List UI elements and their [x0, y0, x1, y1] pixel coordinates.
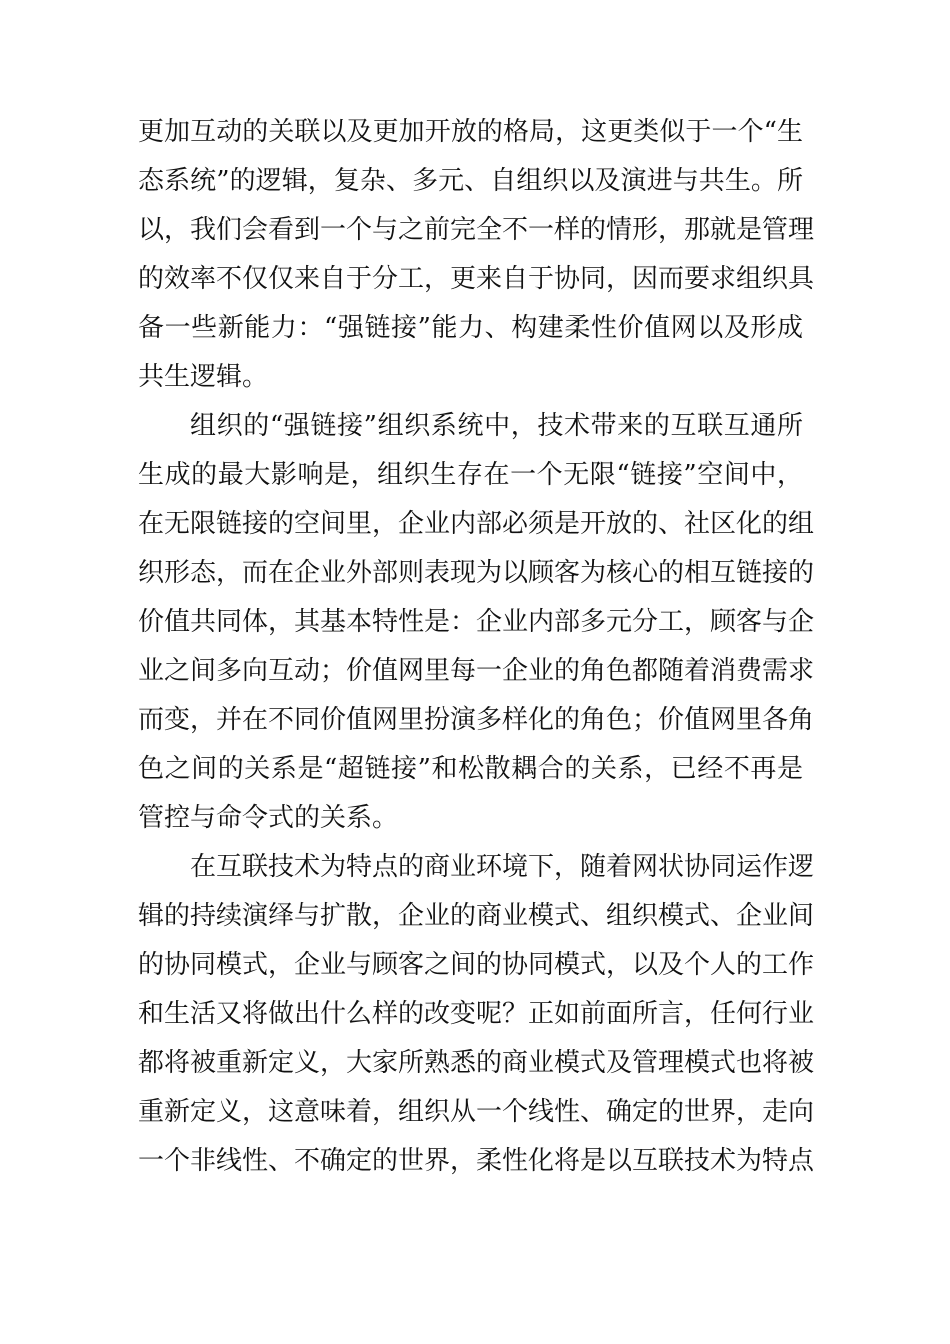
text-line: 色之间的关系是“超链接”和松散耦合的关系，已经不再是 [138, 754, 803, 784]
text-line: 在无限链接的空间里，企业内部必须是开放的、社区化的组 [138, 509, 815, 539]
text-line: 组织的“强链接”组织系统中，技术带来的互联互通所 [190, 411, 803, 441]
text-line: 而变，并在不同价值网里扮演多样化的角色；价值网里各角 [138, 705, 815, 735]
text-line: 管控与命令式的关系。 [138, 803, 399, 833]
text-line: 的效率不仅仅来自于分工，更来自于协同，因而要求组织具 [138, 264, 815, 294]
text-line: 态系统”的逻辑，复杂、多元、自组织以及演进与共生。所 [138, 166, 803, 196]
text-line: 一个非线性、不确定的世界，柔性化将是以互联技术为特点 [138, 1146, 815, 1176]
text-line: 辑的持续演绎与扩散，企业的商业模式、组织模式、企业间 [138, 901, 815, 931]
text-line: 和生活又将做出什么样的改变呢？正如前面所言，任何行业 [138, 999, 815, 1029]
text-line: 生成的最大影响是，组织生存在一个无限“链接”空间中， [138, 460, 803, 490]
text-line: 以，我们会看到一个与之前完全不一样的情形，那就是管理 [138, 215, 815, 245]
text-line: 都将被重新定义，大家所熟悉的商业模式及管理模式也将被 [138, 1048, 815, 1078]
text-line: 业之间多向互动；价值网里每一企业的角色都随着消费需求 [138, 656, 815, 686]
text-line: 的协同模式，企业与顾客之间的协同模式，以及个人的工作 [138, 950, 815, 980]
text-line: 共生逻辑。 [138, 362, 269, 392]
text-line: 备一些新能力：“强链接”能力、构建柔性价值网以及形成 [138, 313, 803, 343]
text-line: 价值共同体，其基本特性是：企业内部多元分工，顾客与企 [138, 607, 815, 637]
text-line: 织形态，而在企业外部则表现为以顾客为核心的相互链接的 [138, 558, 815, 588]
text-line: 在互联技术为特点的商业环境下，随着网状协同运作逻 [190, 852, 815, 882]
text-line: 重新定义，这意味着，组织从一个线性、确定的世界，走向 [138, 1097, 815, 1127]
text-line: 更加互动的关联以及更加开放的格局，这更类似于一个“生 [138, 117, 803, 147]
document-body [138, 108, 815, 1186]
